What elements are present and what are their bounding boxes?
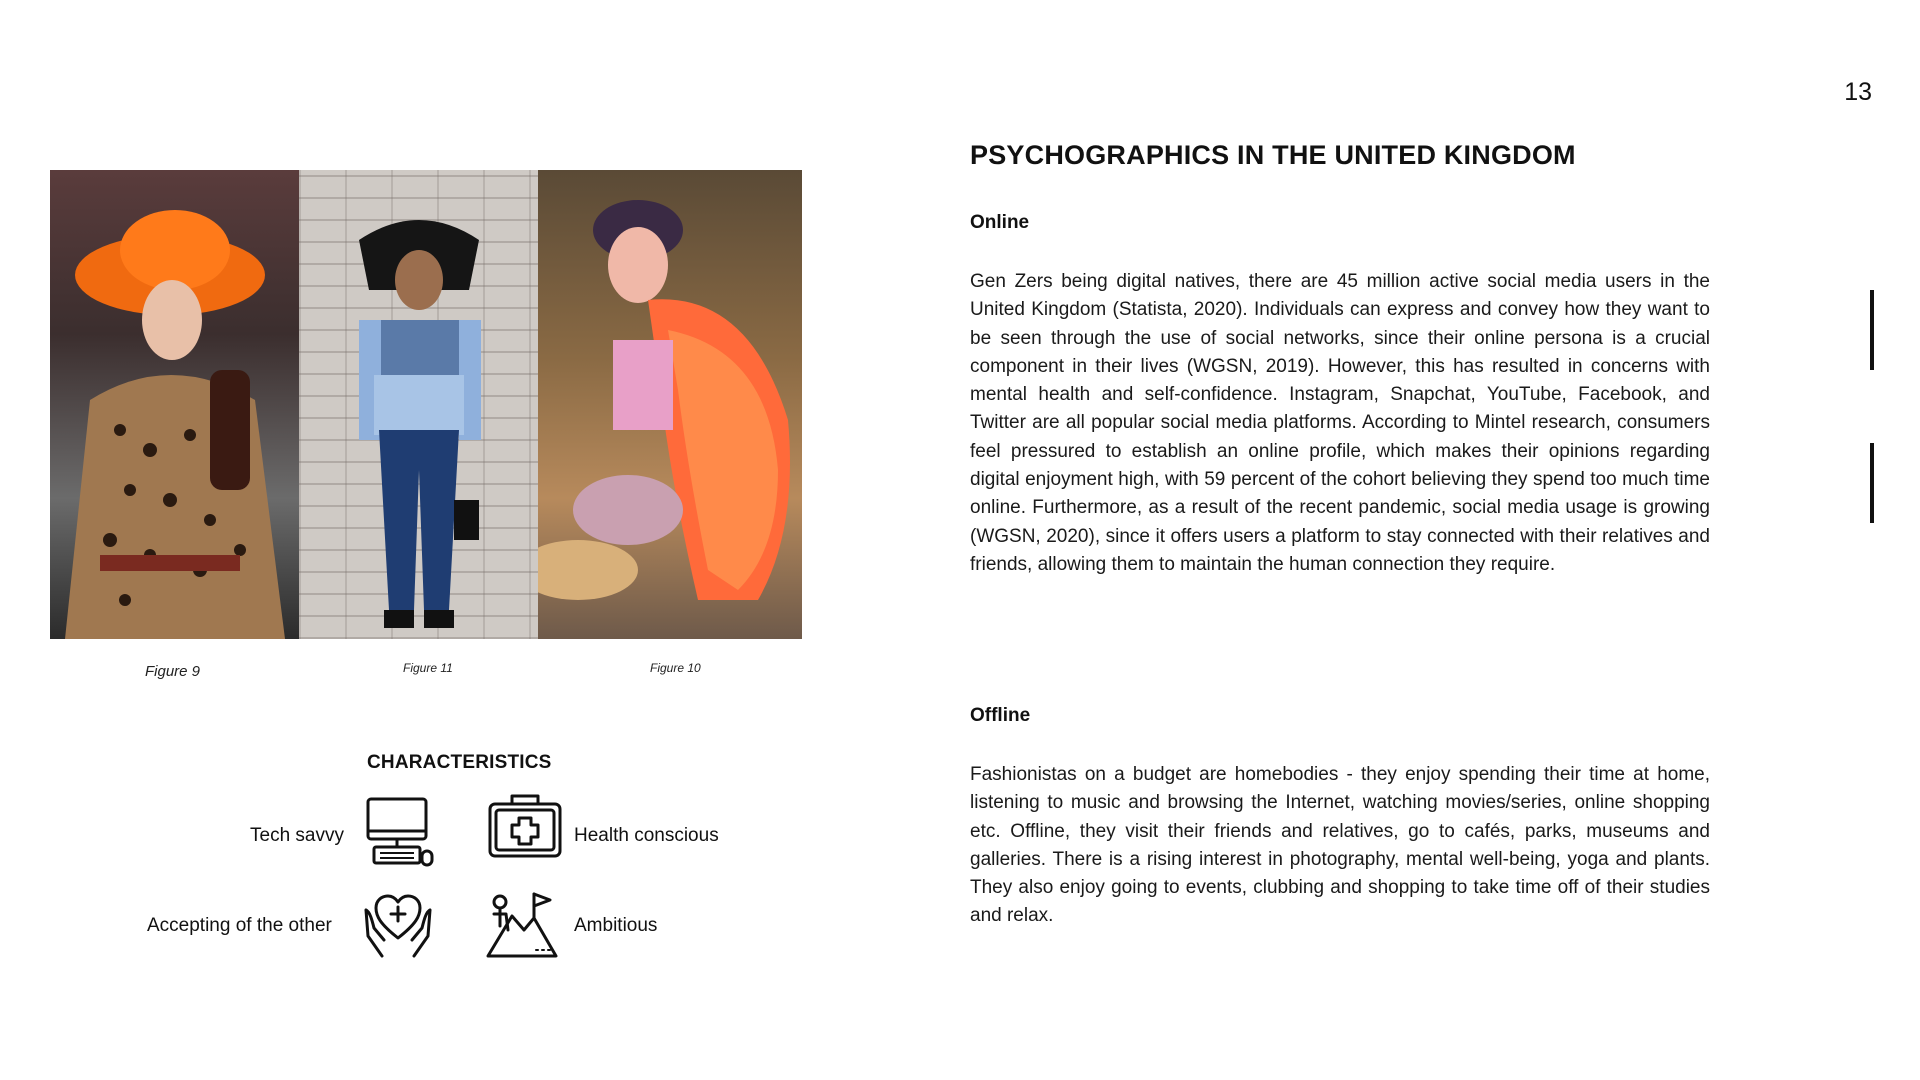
photo-collage: [50, 170, 802, 639]
section-body-offline: Fashionistas on a budget are homebodies - they enjoy spending their time at home, listening to music and browsing the Internet, watching movies/series, online shopping etc. Offline, they visit their friends and relatives, go to cafés, parks, museums and galleries. There is a rising interest in photography, mental well-being, yoga and plants. They also enjoy going to events, clubbing and shopping to take time off of their studies and relax.: [970, 764, 1710, 927]
section-heading-offline: Offline: [970, 705, 1031, 726]
photo-figure-9: [50, 170, 299, 639]
figure-9-illustration: [50, 170, 299, 639]
caption-figure-9: Figure 9: [145, 663, 201, 680]
side-bar-marker-2: [1870, 443, 1874, 523]
side-bar-marker-1: [1870, 290, 1874, 370]
figure-10-illustration: [538, 170, 802, 639]
section-body-online: Gen Zers being digital natives, there are 45 million active social media users in the United Kingdom (Statista, 2020). Individuals can express and convey how they want to be seen through the use of social networks, since their online persona is a crucial component in their lives (WGSN, 2019). However, this has resulted in concerns with mental health and self-confidence. Instagram, Snapchat, YouTube, Facebook, and Twitter are all popular social media platforms. According to Mintel research, consumers feel pressured to establish an online profile, which makes their opinions regarding digital enjoyment high, with 59 percent of the cohort believing they spend too much time online. Furthermore, as a result of the recent pandemic, social media usage is growing (WGSN, 2020), since it offers users a platform to stay connected with their relatives and friends, allowing them to maintain the human connection they require.: [970, 271, 1710, 575]
characteristic-label-accepting: Accepting of the other: [147, 915, 332, 936]
characteristics-title: CHARACTERISTICS: [367, 752, 552, 773]
heart-hands-icon: [360, 890, 436, 962]
photo-figure-10: [538, 170, 802, 639]
first-aid-kit-icon: [486, 790, 564, 862]
caption-figure-11: Figure 11: [403, 661, 453, 675]
section-heading-online: Online: [970, 212, 1030, 233]
figure-11-illustration: [299, 170, 538, 639]
photo-figure-11: [299, 170, 538, 639]
characteristic-label-ambitious: Ambitious: [574, 915, 658, 936]
characteristic-label-health-conscious: Health conscious: [574, 825, 719, 846]
computer-icon: [360, 795, 436, 871]
mountain-flag-icon: [484, 890, 560, 962]
caption-figure-10: Figure 10: [650, 661, 701, 675]
characteristic-label-tech-savvy: Tech savvy: [250, 825, 344, 846]
page-title: PSYCHOGRAPHICS IN THE UNITED KINGDOM: [970, 140, 1576, 170]
page-number: 13: [1844, 78, 1872, 106]
